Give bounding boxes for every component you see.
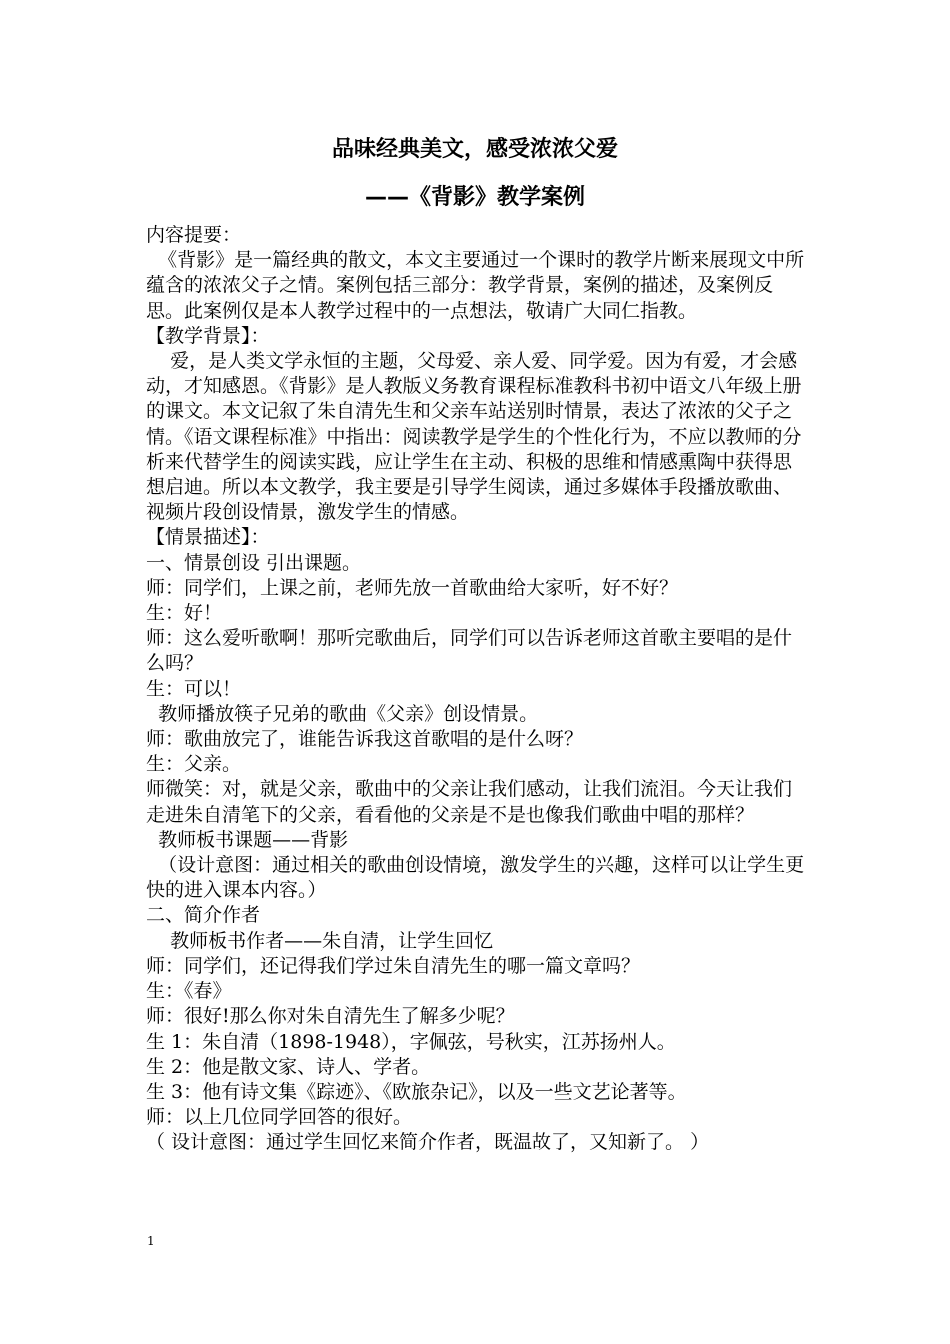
paragraph: 生：好！ [146, 602, 223, 625]
paragraph: 师微笑：对，就是父亲，歌曲中的父亲让我们感动，让我们流泪。今天让我们走进朱自清笔下的父亲，看看他的父亲是不是也像我们歌曲中唱的那样？ [146, 778, 793, 826]
paragraph: 内容提要： [146, 224, 242, 246]
paragraph: 师：同学们，还记得我们学过朱自清先生的哪一篇文章吗？ [146, 954, 641, 977]
paragraph: 一、情景创设 引出课题。 [146, 551, 362, 574]
paragraph: 生：可以！ [146, 677, 242, 700]
paragraph: 师：歌曲放完了，谁能告诉我这首歌唱的是什么呀？ [146, 728, 584, 751]
paragraph: 《背影》是一篇经典的散文，本文主要通过一个课时的教学片断来展现文中所蕴含的浓浓父子之情。案例包括三部分：教学背景，案例的描述，及案例反思。此案例仅是本人教学过程中的一点想法，敬请广大同仁指教。 [146, 249, 805, 322]
document-body [146, 223, 808, 1156]
paragraph: （设计意图：通过相关的歌曲创设情境，激发学生的兴趣，这样可以让学生更快的进入课本内容。） [146, 854, 805, 902]
paragraph: 生 2：他是散文家、诗人、学者。 [146, 1055, 431, 1078]
paragraph: 师：以上几位同学回答的很好。 [146, 1106, 413, 1129]
paragraph: 【教学背景】： [146, 324, 270, 347]
paragraph: 教师播放筷子兄弟的歌曲《父亲》创设情景。 [146, 702, 539, 725]
page-number: 1 [147, 1234, 155, 1248]
paragraph: 教师板书课题——背影 [146, 828, 349, 851]
paragraph: 生 3：他有诗文集《踪迹》、《欧旅杂记》，以及一些文艺论著等。 [146, 1080, 687, 1103]
paragraph: 二、简介作者 [146, 904, 261, 927]
document-title: 品味经典美文，感受浓浓父爱 [331, 137, 618, 162]
paragraph: 师：同学们，上课之前，老师先放一首歌曲给大家听，好不好？ [146, 576, 679, 599]
paragraph: 【情景描述】： [146, 526, 270, 549]
document-subtitle: ——《背影》教学案例 [364, 185, 585, 210]
paragraph: 师：很好!那么你对朱自清先生了解多少呢？ [146, 1005, 515, 1028]
paragraph: 教师板书作者——朱自清，让学生回忆 [146, 929, 494, 952]
paragraph: 师：这么爱听歌啊！那听完歌曲后，同学们可以告诉老师这首歌主要唱的是什么吗？ [146, 627, 793, 675]
paragraph: 生：《春》 [146, 980, 232, 1003]
paragraph: 生 1：朱自清（1898-1948），字佩弦，号秋实，江苏扬州人。 [146, 1030, 676, 1053]
paragraph: 生：父亲。 [146, 753, 242, 776]
paragraph: （ 设计意图：通过学生回忆来简介作者，既温故了，又知新了。 ） [146, 1131, 710, 1154]
paragraph: 爱，是人类文学永恒的主题，父母爱、亲人爱、同学爱。因为有爱，才会感动，才知感恩。《背影》是人教版义务教育课程标准教科书初中语文八年级上册的课文。本文记叙了朱自清先生和父亲车站送别时情景，表达了浓浓的父子之情。《语文课程标准》中指出：阅读教学是学生的个性化行为，不应以教师的分析来代替学生的阅读实践，应让学生在主动、积极的思维和情感熏陶中获得思想启迪。所以本文教学，我主要是引导学生阅读，通过多媒体手段播放歌曲、视频片段创设情景，激发学生的情感。 [146, 350, 802, 524]
